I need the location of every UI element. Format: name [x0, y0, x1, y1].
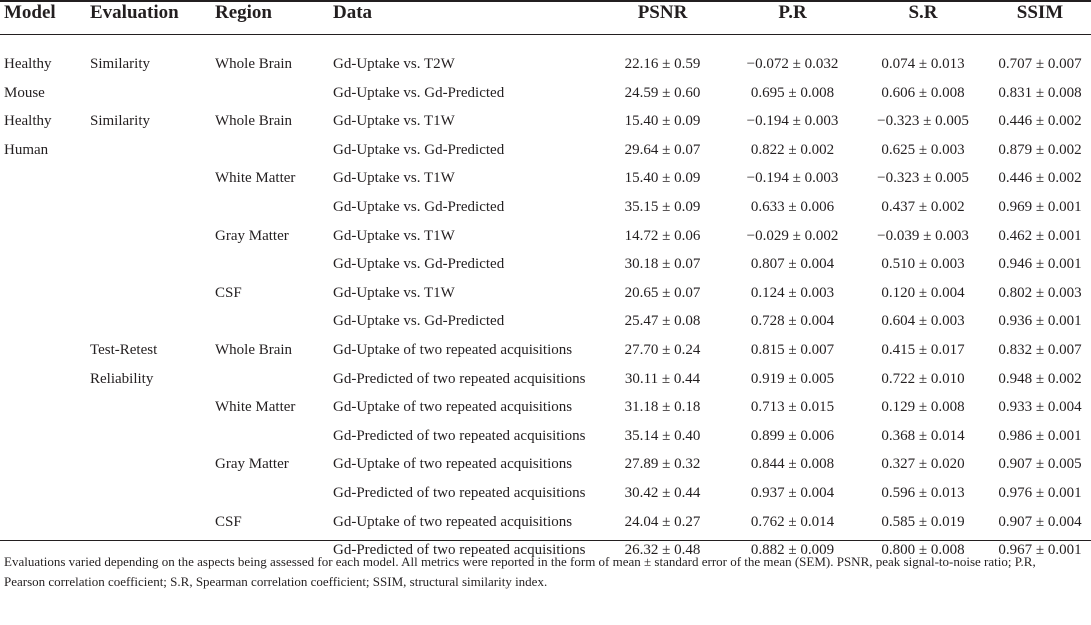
cell-sr: −0.323 ± 0.005	[877, 170, 969, 187]
cell-evaluation: Similarity	[90, 56, 150, 72]
cell-psnr: 30.42 ± 0.44	[624, 485, 701, 501]
table-row	[0, 365, 1091, 393]
cell-region: CSF	[215, 513, 242, 530]
table-row	[0, 164, 1091, 192]
cell-sr: 0.606 ± 0.008	[881, 84, 965, 101]
cell-ssim: 0.936 ± 0.001	[998, 313, 1082, 330]
table-row	[0, 193, 1091, 221]
cell-data: Gd-Uptake vs. T2W	[333, 56, 455, 72]
table-row	[0, 307, 1091, 335]
cell-ssim: 0.946 ± 0.001	[998, 256, 1082, 273]
cell-data: Gd-Uptake vs. Gd-Predicted	[333, 313, 505, 330]
cell-pr: 0.807 ± 0.004	[750, 256, 835, 273]
cell-ssim: 0.446 ± 0.002	[998, 170, 1082, 187]
cell-data: Gd-Uptake vs. T1W	[333, 284, 455, 301]
cell-data: Gd-Uptake vs. Gd-Predicted	[333, 256, 505, 273]
header-data: Data	[333, 2, 373, 23]
header-ssim: SSIM	[1016, 2, 1064, 23]
cell-psnr: 35.14 ± 0.40	[624, 427, 701, 444]
header-region: Region	[215, 2, 272, 23]
cell-pr: 0.882 ± 0.009	[750, 542, 835, 559]
cell-model: Mouse	[4, 84, 45, 101]
cell-data: Gd-Uptake vs. T1W	[333, 170, 455, 187]
cell-sr: 0.596 ± 0.013	[881, 485, 965, 501]
cell-ssim: 0.933 ± 0.004	[998, 399, 1082, 416]
table-row	[0, 79, 1091, 107]
cell-pr: 0.124 ± 0.003	[750, 284, 835, 301]
cell-data: Gd-Uptake of two repeated acquisitions	[333, 513, 573, 530]
table-row	[0, 450, 1091, 478]
cell-sr: 0.585 ± 0.019	[881, 513, 965, 530]
table-row	[0, 479, 1091, 507]
cell-pr: 0.899 ± 0.006	[750, 427, 835, 444]
cell-data: Gd-Uptake of two repeated acquisitions	[333, 342, 573, 358]
cell-pr: −0.072 ± 0.032	[746, 56, 839, 72]
cell-sr: 0.368 ± 0.014	[881, 427, 965, 444]
cell-psnr: 30.11 ± 0.44	[624, 370, 701, 387]
cell-model: Healthy	[4, 56, 52, 72]
cell-sr: −0.039 ± 0.003	[877, 227, 969, 244]
cell-sr: 0.510 ± 0.003	[881, 256, 965, 273]
cell-sr: 0.604 ± 0.003	[881, 313, 965, 330]
cell-psnr: 15.40 ± 0.09	[624, 113, 701, 130]
cell-ssim: 0.907 ± 0.004	[998, 513, 1082, 530]
cell-pr: 0.728 ± 0.004	[750, 313, 835, 330]
cell-sr: 0.074 ± 0.013	[881, 56, 965, 72]
cell-pr: 0.815 ± 0.007	[750, 342, 835, 358]
cell-psnr: 24.04 ± 0.27	[624, 513, 701, 530]
cell-data: Gd-Uptake of two repeated acquisitions	[333, 456, 573, 473]
cell-region: White Matter	[215, 170, 296, 187]
cell-psnr: 35.15 ± 0.09	[624, 199, 701, 215]
header-model: Model	[4, 2, 56, 23]
cell-pr: 0.822 ± 0.002	[750, 141, 835, 158]
cell-data: Gd-Uptake vs. T1W	[333, 227, 455, 244]
cell-region: CSF	[215, 284, 242, 301]
header-psnr: PSNR	[637, 2, 688, 23]
cell-pr: 0.937 ± 0.004	[750, 485, 835, 501]
cell-data: Gd-Uptake of two repeated acquisitions	[333, 399, 573, 416]
cell-sr: 0.415 ± 0.017	[881, 342, 965, 358]
cell-psnr: 20.65 ± 0.07	[624, 284, 701, 301]
header-sr: S.R	[908, 2, 938, 23]
table-row	[0, 336, 1091, 364]
header-rule	[0, 34, 1091, 35]
cell-data: Gd-Predicted of two repeated acquisitions	[333, 370, 586, 387]
cell-region: Gray Matter	[215, 227, 289, 244]
cell-ssim: 0.907 ± 0.005	[998, 456, 1082, 473]
cell-region: Whole Brain	[215, 342, 293, 358]
table-row	[0, 50, 1091, 78]
cell-psnr: 24.59 ± 0.60	[624, 84, 701, 101]
cell-psnr: 30.18 ± 0.07	[624, 256, 701, 273]
header-pr: P.R	[778, 2, 807, 23]
cell-pr: −0.194 ± 0.003	[746, 170, 839, 187]
cell-psnr: 25.47 ± 0.08	[624, 313, 701, 330]
cell-pr: −0.029 ± 0.002	[746, 227, 839, 244]
table-footnote: Evaluations varied depending on the aspects being assessed for each model. All metrics were reported in the form of mean ± standard error of the mean (SEM). PSNR, peak signal-to-noise ratio; P.R, Pearson correlation coefficient; S.R, Spearman correlation coefficient; SSIM, structural similarity index.	[4, 554, 1036, 589]
cell-pr: 0.633 ± 0.006	[750, 199, 835, 215]
table-row	[0, 250, 1091, 278]
cell-sr: 0.327 ± 0.020	[881, 456, 965, 473]
cell-ssim: 0.462 ± 0.001	[998, 227, 1082, 244]
cell-evaluation: Reliability	[90, 370, 154, 387]
cell-pr: 0.762 ± 0.014	[750, 513, 835, 530]
cell-model: Healthy	[4, 113, 52, 130]
cell-evaluation: Similarity	[90, 113, 150, 130]
table-row	[0, 393, 1091, 421]
cell-sr: −0.323 ± 0.005	[877, 113, 969, 130]
cell-pr: 0.695 ± 0.008	[750, 84, 835, 101]
cell-psnr: 22.16 ± 0.59	[624, 56, 701, 72]
cell-sr: 0.129 ± 0.008	[881, 399, 965, 416]
cell-ssim: 0.831 ± 0.008	[998, 84, 1082, 101]
header-evaluation: Evaluation	[90, 2, 179, 23]
cell-pr: 0.713 ± 0.015	[750, 399, 835, 416]
cell-data: Gd-Uptake vs. Gd-Predicted	[333, 84, 505, 101]
table-row	[0, 136, 1091, 164]
table-row	[0, 222, 1091, 250]
cell-data: Gd-Uptake vs. T1W	[333, 113, 455, 130]
cell-psnr: 26.32 ± 0.48	[624, 542, 701, 559]
cell-ssim: 0.802 ± 0.003	[998, 284, 1082, 301]
cell-psnr: 15.40 ± 0.09	[624, 170, 701, 187]
cell-ssim: 0.879 ± 0.002	[998, 141, 1082, 158]
cell-psnr: 27.89 ± 0.32	[624, 456, 701, 473]
cell-sr: 0.120 ± 0.004	[881, 284, 965, 301]
cell-region: Gray Matter	[215, 456, 289, 473]
cell-sr: 0.625 ± 0.003	[881, 141, 965, 158]
cell-data: Gd-Predicted of two repeated acquisitions	[333, 542, 586, 559]
cell-ssim: 0.986 ± 0.001	[998, 427, 1082, 444]
cell-ssim: 0.948 ± 0.002	[998, 370, 1082, 387]
cell-evaluation: Test-Retest	[90, 342, 158, 358]
cell-psnr: 31.18 ± 0.18	[624, 399, 701, 416]
cell-data: Gd-Uptake vs. Gd-Predicted	[333, 199, 505, 215]
table-row	[0, 422, 1091, 450]
cell-ssim: 0.967 ± 0.001	[998, 542, 1082, 559]
cell-model: Human	[4, 141, 49, 158]
cell-ssim: 0.969 ± 0.001	[998, 199, 1082, 215]
cell-sr: 0.437 ± 0.002	[881, 199, 965, 215]
cell-psnr: 27.70 ± 0.24	[624, 342, 701, 358]
cell-region: White Matter	[215, 399, 296, 416]
table-row	[0, 508, 1091, 536]
cell-pr: 0.844 ± 0.008	[750, 456, 835, 473]
cell-data: Gd-Uptake vs. Gd-Predicted	[333, 141, 505, 158]
cell-ssim: 0.976 ± 0.001	[998, 485, 1082, 501]
table-row	[0, 107, 1091, 135]
cell-pr: 0.919 ± 0.005	[750, 370, 835, 387]
cell-ssim: 0.707 ± 0.007	[998, 56, 1082, 72]
cell-psnr: 29.64 ± 0.07	[624, 141, 701, 158]
cell-psnr: 14.72 ± 0.06	[624, 227, 701, 244]
table-row	[0, 279, 1091, 307]
cell-ssim: 0.832 ± 0.007	[998, 342, 1082, 358]
cell-region: Whole Brain	[215, 56, 293, 72]
cell-data: Gd-Predicted of two repeated acquisitions	[333, 427, 586, 444]
cell-data: Gd-Predicted of two repeated acquisitions	[333, 485, 586, 501]
cell-ssim: 0.446 ± 0.002	[998, 113, 1082, 130]
cell-sr: 0.722 ± 0.010	[881, 370, 965, 387]
cell-pr: −0.194 ± 0.003	[746, 113, 839, 130]
bottom-rule	[0, 540, 1091, 541]
cell-sr: 0.800 ± 0.008	[881, 542, 965, 559]
cell-region: Whole Brain	[215, 113, 293, 130]
